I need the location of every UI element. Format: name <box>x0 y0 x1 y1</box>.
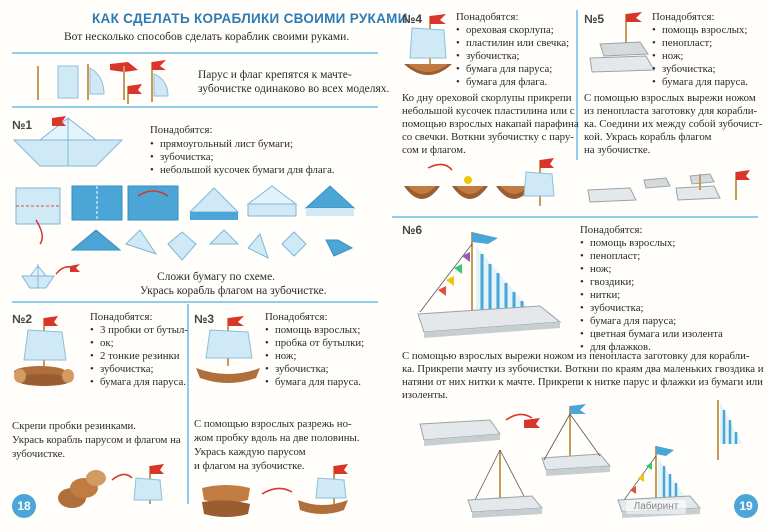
needs-label: Понадобятся: <box>580 224 643 236</box>
paper-sheet-icon <box>58 66 78 98</box>
divider <box>576 10 578 160</box>
needs-item: • ореховая скорлупа; <box>456 24 569 37</box>
needs-item: • зубочистка; <box>150 151 335 164</box>
s3-text-4: и флагом на зубочистке. <box>194 460 305 472</box>
needs-list <box>90 324 188 389</box>
needs-item: • зубочистка; <box>265 363 364 376</box>
page-title: КАК СДЕЛАТЬ КОРАБЛИКИ СВОИМИ РУКАМИ <box>92 11 408 26</box>
needs-item: • нож; <box>265 350 364 363</box>
needs-item: • бумага для флага. <box>456 76 569 89</box>
needs-list <box>652 24 748 89</box>
needs-item: • пробка от бутылки; <box>265 337 364 350</box>
s4-text-1: Ко дну ореховой скорлупы прикрепи <box>402 92 572 104</box>
s5-text-1: С помощью взрослых вырежи ножом <box>584 92 756 104</box>
s5-text-4: кой. Укрась корабль флагом <box>584 131 712 143</box>
needs-item: • нитки; <box>580 289 723 302</box>
flag-icon <box>110 62 138 100</box>
needs-label: Понадобятся: <box>265 311 328 323</box>
needs-label: Понадобятся: <box>150 124 213 136</box>
divider <box>12 52 378 54</box>
section-number: №6 <box>402 223 423 237</box>
needs-item: • бумага для паруса; <box>580 315 723 328</box>
needs-item: • зубочистка; <box>456 50 569 63</box>
needs-item: • бумага для паруса; <box>456 63 569 76</box>
s3-text-2: жом пробку вдоль на две половины. <box>194 432 360 444</box>
intro-text-1: Парус и флаг крепятся к мачте- <box>198 69 352 81</box>
watermark: Лабиринт <box>626 500 686 514</box>
s3-text-1: С помощью взрослых разрежь но- <box>194 418 352 430</box>
needs-item-cont: • для флажков. <box>580 341 723 354</box>
s5-text-5: на зубочистке. <box>584 144 651 156</box>
s5-text-2: из пенопласта заготовку для корабли- <box>584 105 758 117</box>
section-number: №5 <box>584 12 605 26</box>
needs-item: • зубочистка; <box>90 363 188 376</box>
s6-text-4: изоленты. <box>402 389 448 401</box>
needs-item: • зубочистка; <box>652 63 748 76</box>
s2-text-1: Скрепи пробки резинками. <box>12 420 137 432</box>
needs-item: • цветная бумага или изолента <box>580 328 723 341</box>
needs-item: • нож; <box>580 263 723 276</box>
needs-label: Понадобятся: <box>652 11 715 23</box>
s4-text-3: помощью взрослых накапай парафина <box>402 118 579 130</box>
divider <box>392 216 758 218</box>
page-number-left: 18 <box>12 494 36 518</box>
flag-icon <box>128 84 142 104</box>
needs-item: • помощь взрослых; <box>652 24 748 37</box>
s1-caption-2: Укрась корабль флагом на зубочистке. <box>140 285 327 297</box>
section-number: №1 <box>12 118 33 132</box>
s6-text-3: натяни от них нитки к мачте. Прикрепи к нитке парус и флажки из бумаги или <box>402 376 763 388</box>
s4-text-5: сом и флагом. <box>402 144 466 156</box>
s1-caption-1: Сложи бумагу по схеме. <box>157 271 276 283</box>
page-number-right: 19 <box>734 494 758 518</box>
s2-text-3: зубочистке. <box>12 448 66 460</box>
needs-item: • пенопласт; <box>580 250 723 263</box>
needs-item: • бумага для паруса. <box>652 76 748 89</box>
sailboat-steps-illustration <box>0 0 1 1</box>
s4-text-2: небольшой кусочек пластилина или с <box>402 105 575 117</box>
s5-text-3: ка. Соедини их между собой зубочист- <box>584 118 763 130</box>
needs-item: • 3 пробки от бутыл- <box>90 324 188 337</box>
page-subtitle: Вот несколько способов сделать кораблик своими руками. <box>64 31 350 43</box>
intro-text-2: зубочистке одинаково во всех моделях. <box>198 83 390 95</box>
needs-item: • небольшой кусочек бумаги для флага. <box>150 164 335 177</box>
s6-text-2: ка. Прикрепи мачту из зубочистки. Воткни по краям два маленьких гвоздика и <box>402 363 764 375</box>
needs-item: • зубочистка; <box>580 302 723 315</box>
needs-item: • помощь взрослых; <box>265 324 364 337</box>
needs-item-cont: • ок; <box>90 337 188 350</box>
s6-text-1: С помощью взрослых вырежи ножом из пенопласта заготовку для корабли- <box>402 350 750 362</box>
section-number: №4 <box>402 12 423 26</box>
needs-item: • бумага для паруса. <box>265 376 364 389</box>
s2-text-2: Укрась корабль парусом и флагом на <box>12 434 181 446</box>
needs-label: Понадобятся: <box>90 311 153 323</box>
needs-item: • пластилин или свечка; <box>456 37 569 50</box>
needs-list <box>265 324 364 389</box>
needs-item: • бумага для паруса. <box>90 376 188 389</box>
divider <box>12 106 378 108</box>
needs-item: • помощь взрослых; <box>580 237 723 250</box>
needs-item: • гвоздики; <box>580 276 723 289</box>
divider <box>12 301 378 303</box>
needs-item: • прямоугольный лист бумаги; <box>150 138 335 151</box>
needs-list <box>580 237 723 354</box>
needs-item: • нож; <box>652 50 748 63</box>
section-number: №2 <box>12 312 33 326</box>
needs-item: • пенопласт; <box>652 37 748 50</box>
section-number: №3 <box>194 312 215 326</box>
s4-text-4: со свечки. Воткни зубочистку с пару- <box>402 131 574 143</box>
needs-list <box>150 138 335 177</box>
needs-list <box>456 24 569 89</box>
needs-label: Понадобятся: <box>456 11 519 23</box>
needs-item: • 2 тонкие резинки <box>90 350 188 363</box>
s3-text-3: Укрась каждую парусом <box>194 446 306 458</box>
flag-sail-icon <box>152 60 168 102</box>
sail-icon <box>88 64 104 100</box>
